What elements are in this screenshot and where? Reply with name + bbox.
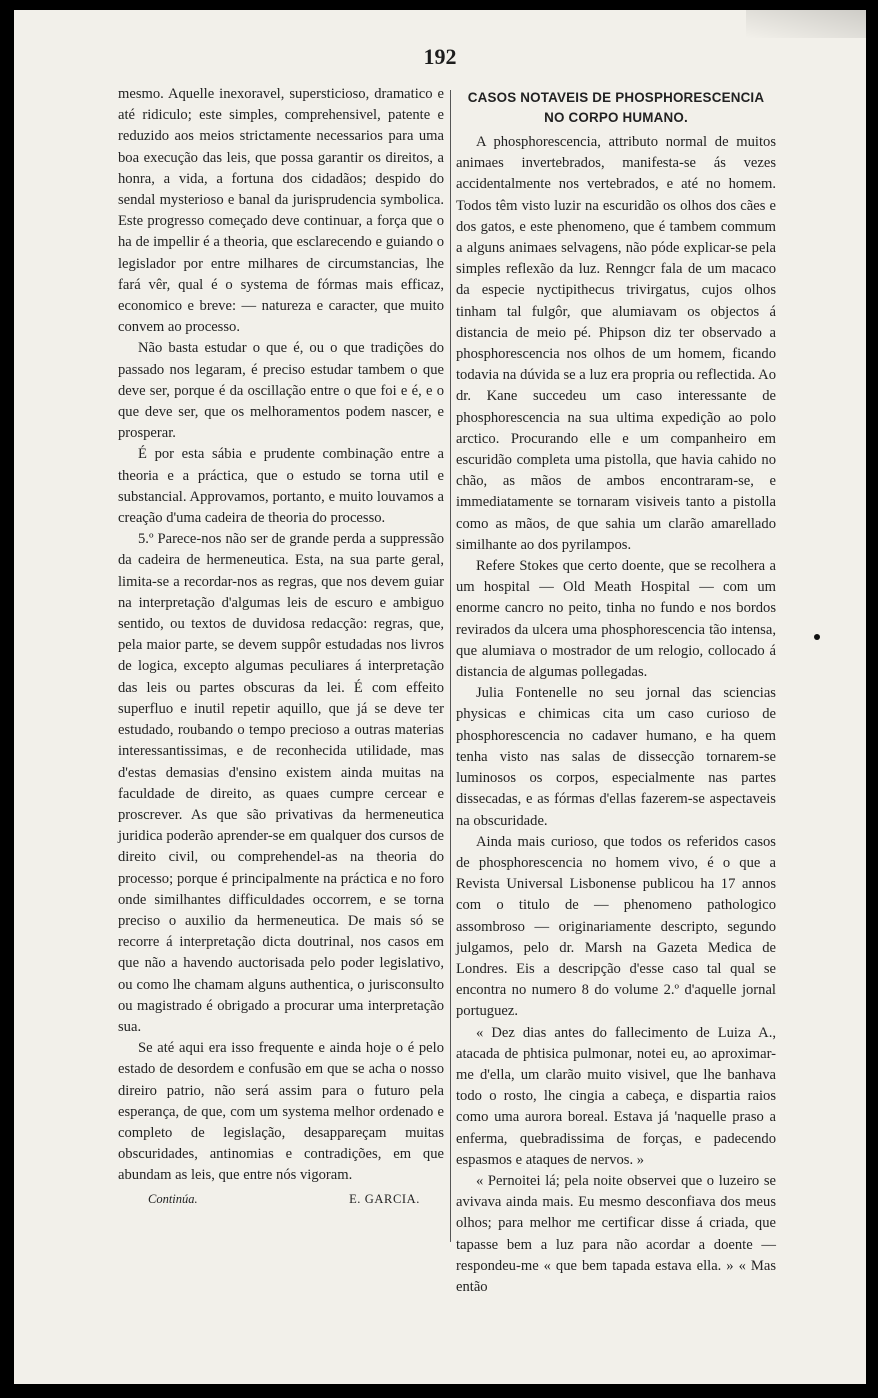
left-paragraph-1: mesmo. Aquelle inexoravel, supersticioso, dramatico e até ridiculo; este simples, comprehensivel, patente e reduzido aos meios strictamente necessarios para uma boa execução das leis, que possa garantir os direitos, a honra, a vida, a fortuna dos cidadãos; despido do sendal mysterioso e banal da jurisprudencia symbolica. Este progresso começado deve continuar, a força que o ha de impellir é a theoria, que esclarecendo e guiando o legislador por entre milhares de circumstancias, lhe fará vêr, qual é o systema de fórmas mais efficaz, economico e breve: — natureza e caracter, que muito convem ao processo. <box>118 86 444 336</box>
page-fold-shadow <box>746 10 866 38</box>
right-paragraph-6: « Pernoitei lá; pela noite observei que o luzeiro se avivava ainda mais. Eu mesmo desconfiava dos meus olhos; para melhor me certificar disse á criada, que tapasse bem a luz para não acordar a doente — respondeu-me « que bem tapada estava ella. » « Mas então <box>456 1172 776 1295</box>
left-paragraph-3: É por esta sábia e prudente combinação entre a theoria e a práctica, que o estudo se torna util e substancial. Approvamos, portanto, e muito louvamos a creação d'uma cadeira de theoria do processo. <box>118 446 444 527</box>
margin-ink-dot <box>814 634 820 640</box>
left-paragraph-2: Não basta estudar o que é, ou o que tradições do passado nos legaram, é preciso estudar tambem o que deve ser, porque é da oscillação entre o que foi e é, e o que deve ser, que os melhoramentos podem nascer, e prosperar. <box>118 340 444 442</box>
left-paragraph-4: 5.º Parece-nos não ser de grande perda a suppressão da cadeira de hermeneutica. Esta, na sua parte geral, limita-se a recordar-nos as regras, que nos devem guiar na interpretação d'algumas leis de escuro e ambiguo sentido, ou textos de duvidosa redacção: regras, que, pela maior parte, se devem suppôr estudadas nos livros de logica, excepto algumas peculiares á interpretação das leis ou partes obscuras da lei. É com effeito superfluo e inutil repetir aquillo, que já se deve ter estudado, roubando o tempo precioso a outras materias interessantissimas, e de reconhecida utilidade, mas d'estas demasias d'ensino existem ainda muitas na faculdade de direito, as quaes cumpre cercear e proscrever. As que são privativas da hermeneutica juridica poderão aprender-se em qualquer dos cursos de direito civil, ou comprehendel-as na theoria do processo; porque é principalmente na práctica e no foro onde similhantes difficuldades occorrem, e se torna preciso o auxilio da hermeneutica. De mais só se recorre á interpretação dicta doutrinal, nos casos em que não a havendo auctorisada pelo poder legislativo, ou como lhe chamam alguns authentica, o jurisconsulto ou magistrado é obrigado a procurar uma interpretação sua. <box>118 531 444 1035</box>
article-heading-line-1: CASOS NOTAVEIS DE PHOSPHORESCENCIA <box>467 90 765 105</box>
right-column <box>456 84 776 1298</box>
column-divider <box>450 90 451 1242</box>
article-heading <box>456 88 776 128</box>
right-paragraph-3: Julia Fontenelle no seu jornal das sciencias physicas e chimicas cita um caso curioso de phosphorescencia no cadaver humano, e ha quem tenha visto nas salas de dissecção tornarem-se luminosos os corpos, especialmente nas partes dissecadas, e as fórmas d'ellas fazerem-se aspectaveis na obscuridade. <box>456 685 776 829</box>
right-paragraph-4: Ainda mais curioso, que todos os referidos casos de phosphorescencia no homem vivo, é o que a Revista Universal Lisbonense publicou ha 17 annos com o titulo de — phenomeno pathologico assombroso — originariamente descripto, segundo julgamos, pelo dr. Marsh na Gazeta Medica de Londres. Eis a descripção d'esse caso tal qual se encontra no numero 8 do volume 2.º d'aquelle jornal portuguez. <box>456 833 776 1020</box>
left-column <box>118 84 444 1210</box>
left-paragraph-5: Se até aqui era isso frequente e ainda hoje o é pelo estado de desordem e confusão em que se acha o nosso direiro patrio, não será assim para o futuro pela esperança, de que, com um systema melhor ordenado e completo de legislação, desappareçam muitas obscuridades, antinomias e contradições, em que abundam as leis, que entre nós vigoram. <box>118 1040 444 1184</box>
article-signature <box>118 1189 444 1210</box>
right-paragraph-2: Refere Stokes que certo doente, que se recolhera a um hospital — Old Meath Hospital — com um enorme cancro no peito, tinha no fundo e nos bordos revirados da ulcera uma phosphorescencia tão intensa, que alumiava o mostrador de um relogio, collocado á distancia de algumas pollegadas. <box>456 558 776 681</box>
right-paragraph-5: « Dez dias antes do fallecimento de Luiza A., atacada de phtisica pulmonar, notei eu, ao aproximar-me d'ella, um clarão muito visivel, que lhe banhava todo o rosto, lhe cingia a cabeça, e dispartia raios como uma aurora boreal. Estava já 'naquelle praso a enferma, quebradissima de forças, e padecendo espasmos e ataques de nervos. » <box>456 1024 776 1168</box>
continua-label: Continúa. <box>148 1191 198 1206</box>
newspaper-page <box>14 10 866 1384</box>
article-heading-line-2: NO CORPO HUMANO. <box>544 110 688 125</box>
right-paragraph-1: A phosphorescencia, attributo normal de muitos animaes invertebrados, manifesta-se ás vezes accidentalmente nos vertebrados, e até no homem. Todos têm visto luzir na escuridão os olhos dos cães e dos gatos, e este phenomeno, que é tambem commum a alguns animaes selvagens, não póde explicar-se pela simples reflexão da luz. Renngcr fala de um macaco da especie nyctipithecus trivirgatus, cujos olhos tinham tal fulgôr, que alumiavam os objectos á distancia de meio pé. Phipson diz ter observado a phosphorescencia nos olhos de um homem, ficando todavia na dúvida se a luz era propria ou reflectida. Ao dr. Kane succedeu um caso interessante de phosphorescencia na sua ultima expedição ao polo arctico. Procurando elle e um companheiro em escuridão completa uma pistolla, que havia cahido no chão, as mãos de ambos encontraram-se, e immediatamente se tornaram visiveis tanto a pistolla como as mãos, de que sahia um clarão amarellado similhante ao dos pyrilampos. <box>456 134 776 553</box>
page-number: 192 <box>423 44 457 69</box>
author-name: E. GARCIA. <box>349 1191 420 1206</box>
